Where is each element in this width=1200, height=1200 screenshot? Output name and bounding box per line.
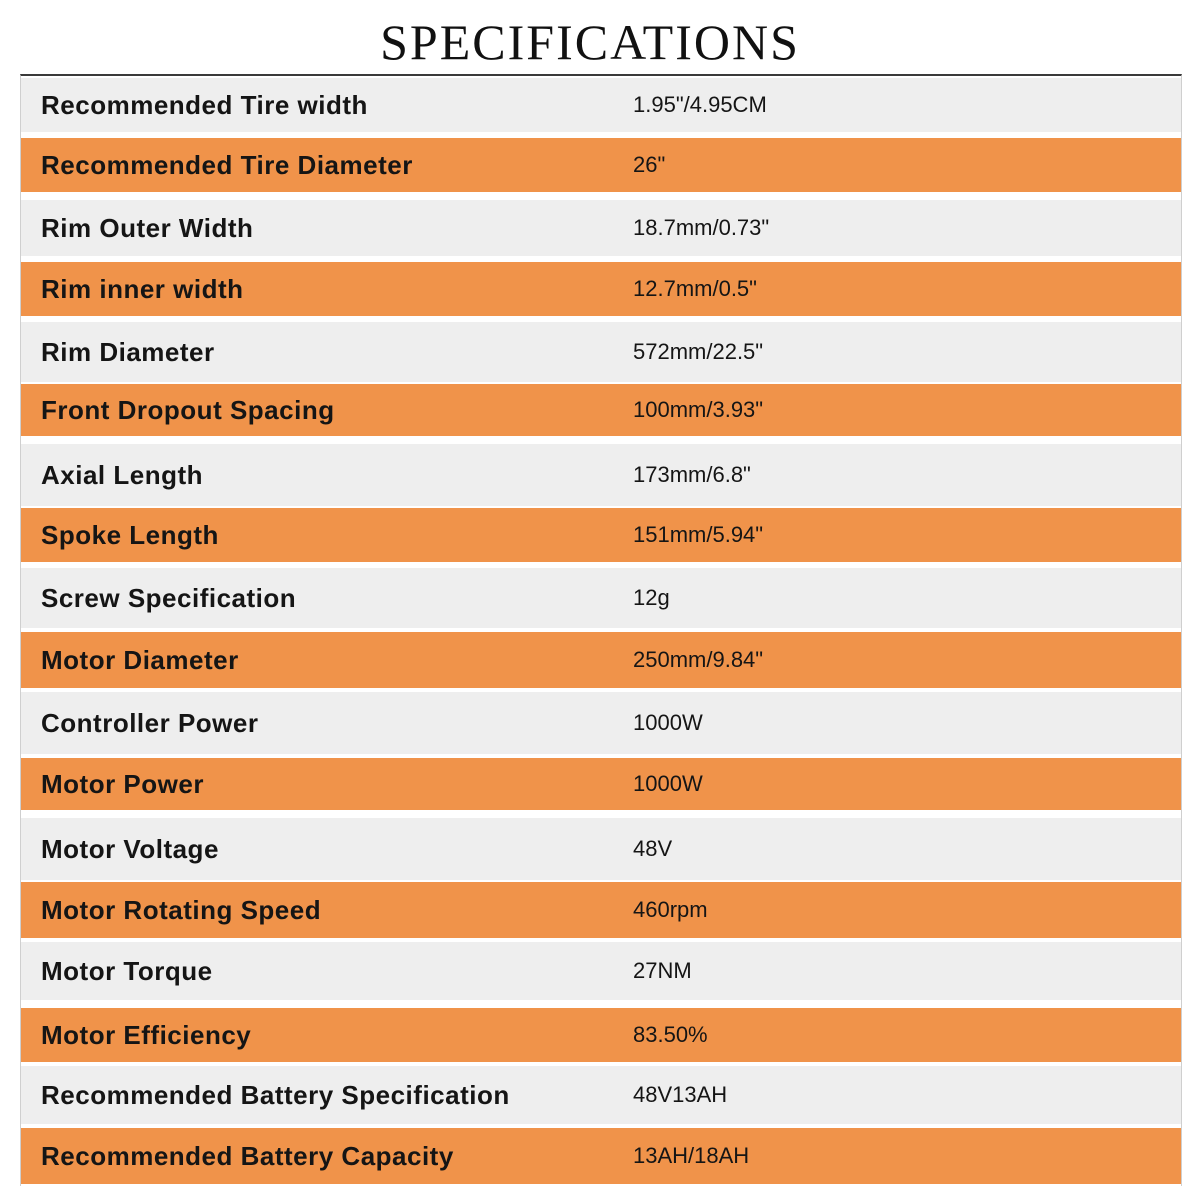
table-row: [21, 384, 1181, 436]
spec-label: Recommended Tire Diameter: [41, 149, 413, 180]
table-row: [21, 942, 1181, 1000]
spec-label: Motor Diameter: [41, 644, 239, 675]
spec-value: 18.7mm/0.73": [633, 215, 770, 240]
spec-value: 48V13AH: [633, 1082, 728, 1107]
spec-value: 572mm/22.5": [633, 339, 764, 364]
table-row: [21, 78, 1181, 132]
table-row: [21, 692, 1181, 754]
spec-label: Motor Power: [41, 768, 204, 799]
spec-label: Motor Rotating Speed: [41, 894, 322, 925]
spec-value: 1000W: [633, 710, 703, 735]
spec-label: Axial Length: [41, 459, 204, 490]
spec-value: 1000W: [633, 771, 703, 796]
table-row: [21, 262, 1181, 316]
table-row: [21, 508, 1181, 562]
table-row: [21, 568, 1181, 628]
table-row: [21, 444, 1181, 506]
spec-value: 13AH/18AH: [633, 1143, 750, 1168]
table-row: [21, 818, 1181, 880]
spec-label: Rim inner width: [41, 273, 244, 304]
spec-value: 83.50%: [633, 1022, 708, 1047]
spec-label: Rim Outer Width: [41, 212, 254, 243]
spec-value: 173mm/6.8": [633, 462, 751, 487]
table-row: [21, 758, 1181, 810]
spec-value: 1.95"/4.95CM: [633, 92, 767, 117]
spec-value: 12.7mm/0.5": [633, 276, 757, 301]
spec-value: 27NM: [633, 958, 692, 983]
spec-label: Motor Efficiency: [41, 1019, 252, 1050]
table-row: [21, 1128, 1181, 1184]
spec-value: 26": [633, 152, 666, 177]
page-title: SPECIFICATIONS: [380, 14, 800, 70]
spec-value: 12g: [633, 585, 670, 610]
spec-label: Screw Specification: [41, 582, 297, 613]
spec-label: Controller Power: [41, 707, 259, 738]
spec-label: Spoke Length: [41, 519, 219, 550]
table-row: [21, 322, 1181, 382]
spec-value: 151mm/5.94": [633, 522, 764, 547]
spec-label: Recommended Battery Capacity: [41, 1140, 454, 1171]
spec-label: Recommended Tire width: [41, 89, 368, 120]
spec-label: Motor Torque: [41, 955, 213, 986]
spec-label: Recommended Battery Specification: [41, 1079, 510, 1110]
table-row: [21, 632, 1181, 688]
table-row: [21, 1008, 1181, 1062]
spec-value: 48V: [633, 836, 673, 861]
table-row: [21, 882, 1181, 938]
spec-value: 460rpm: [633, 897, 708, 922]
table-row: [21, 1066, 1181, 1124]
table-row: [21, 138, 1181, 192]
spec-label: Motor Voltage: [41, 833, 219, 864]
spec-value: 250mm/9.84": [633, 647, 764, 672]
specifications-table: [20, 74, 1182, 1186]
table-row: [21, 200, 1181, 256]
spec-label: Front Dropout Spacing: [41, 394, 335, 425]
spec-label: Rim Diameter: [41, 336, 215, 367]
spec-value: 100mm/3.93": [633, 397, 764, 422]
